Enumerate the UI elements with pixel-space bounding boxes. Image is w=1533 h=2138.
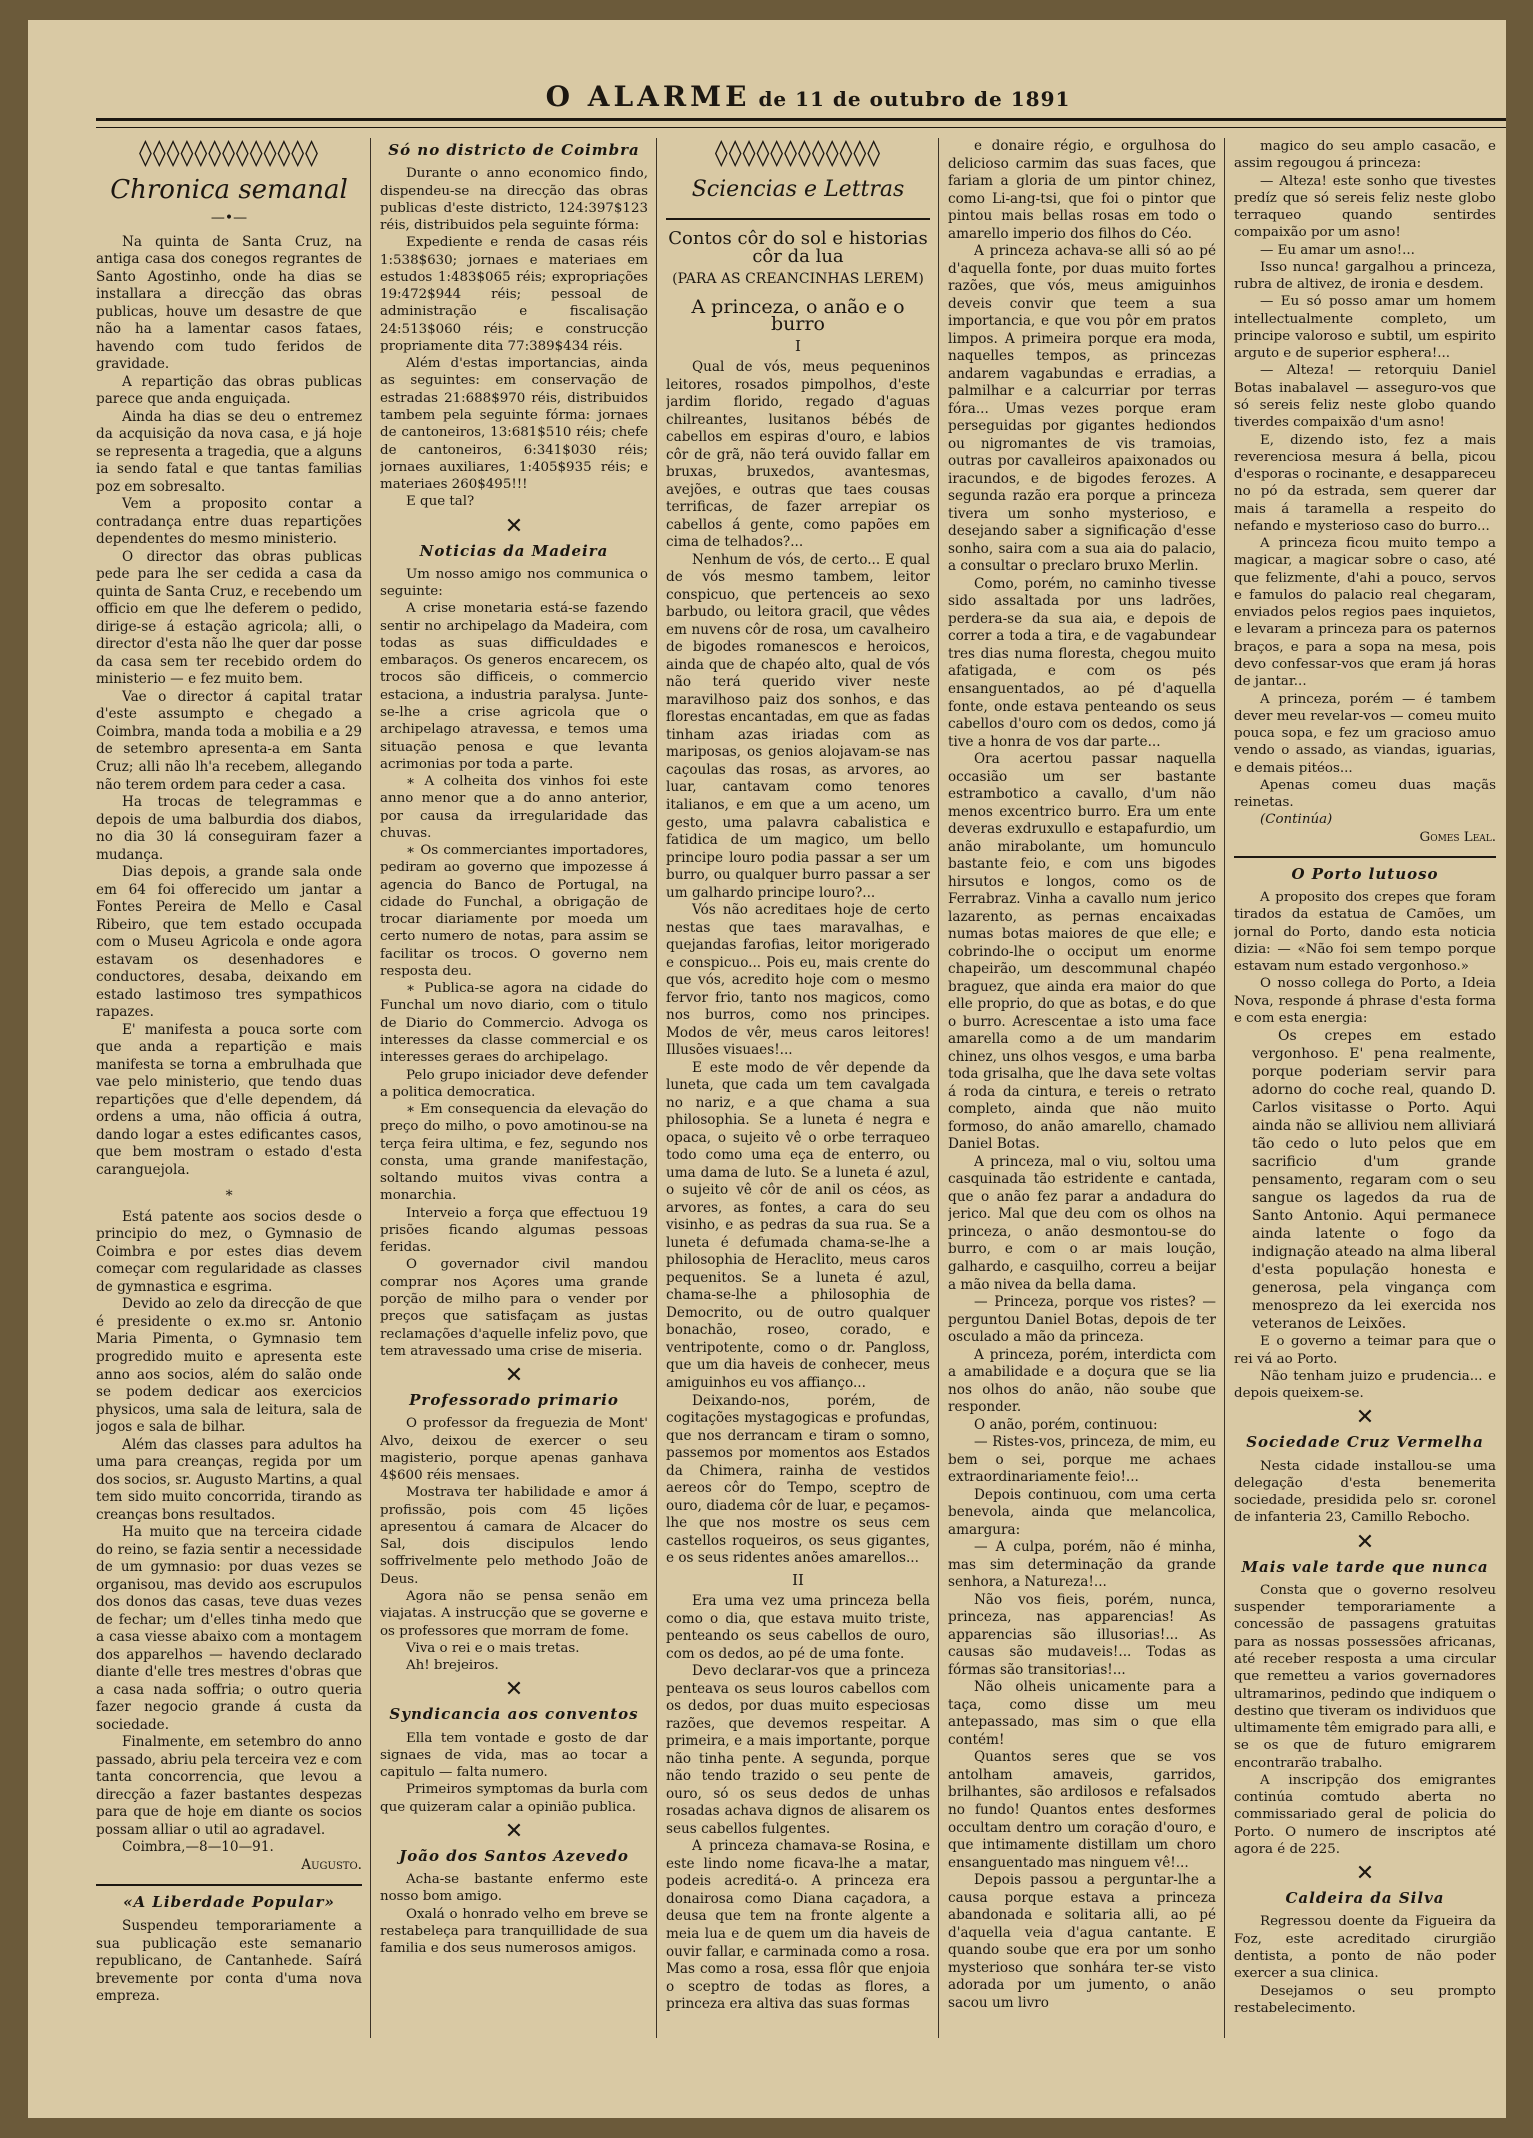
article-paragraph: Nesta cidade installou-se uma delegação d'esta benemerita sociedade, presidida pelo sr. coronel de infanteria 23, Camillo Rebocho. (1234, 1458, 1496, 1526)
article-title: Professorado primario (409, 1391, 619, 1410)
article-paragraph: Isso nunca! gargalhou a princeza, rubra de altivez, de ironia e desdem. (1234, 259, 1496, 293)
article-paragraph: Um nosso amigo nos communica o seguinte: (380, 566, 648, 600)
article-body (380, 1871, 648, 1957)
article-paragraph: Ah! brejeiros. (406, 1658, 499, 1674)
article-body (380, 1415, 648, 1674)
article-title: João dos Santos Azevedo (399, 1846, 629, 1865)
article-paragraph: ∗ Em consequencia da elevação do preço do milho, o povo amotinou-se na terça feira ultima, e fez, segundo nos consta, uma grande manifestação, soltando muitos vivas contra a monarchia. (380, 1102, 648, 1204)
article-paragraph: E, dizendo isto, fez a mais reverenciosa mesura á bella, picou d'esporas o rocinante, e desappareceu no pó da estrada, sem querer dar mais á taramella a respeito do nefando e mysterioso caso do burro... (1234, 432, 1496, 534)
article-body (1234, 1913, 1496, 2017)
article-paragraph: O nosso collega do Porto, a Ideia Nova, responde á phrase d'esta forma e com esta energia: (1234, 976, 1496, 1027)
chapter-number: I (795, 336, 801, 355)
article-body (96, 1209, 362, 1840)
article-paragraph: O director das obras publicas pede para lhe ser cedida a casa da quinta de Santa Cruz, e recebendo um officio em que lhe deferem o pedido, dirige-se á estação agricola; alli, o director d'esta não lhe quer dar posse da casa sem ter recebido ordem do ministerio — e fez muito bem. (96, 548, 362, 688)
article-paragraph: A princeza, porém, interdicta com a amabilidade e a doçura que se lia nos olhos do anão, não soube que responder. (948, 1346, 1216, 1416)
article-paragraph: Agora não se pensa senão em viajatas. A instrucção que se governe e os professores que morram de fome. (380, 1588, 648, 1639)
article-paragraph: ∗ Os commerciantes importadores, pediram ao governo que impozesse á agencia do Banco de Portugal, na cidade do Funchal, a obrigação de trocar diariamente por moeda um certo numero de notas, para assim se facilitar os trocos. O governo nem resposta deu. (380, 843, 648, 979)
article-paragraph: E' manifesta a pouca sorte com que anda a repartição e mais manifesta se torna a embrulhada que vae pelo ministerio, que tendo duas repartições que d'elle dependem, dá ordens a uma, não officia á outra, dando logar a estes edificantes casos, que bem mostram o estado d'esta caranguejola. (96, 1021, 362, 1178)
article-paragraph: — Alteza! — retorquiu Daniel Botas inabalavel — asseguro-vos que só sereis feliz neste globo quando tiverdes compaixão d'um asno! (1234, 363, 1496, 431)
cross-divider: ✕ (1355, 1529, 1375, 1555)
article-body (1234, 1458, 1496, 1527)
article-paragraph: — Princeza, porque vos ristes? — perguntou Daniel Botas, depois de ter osculado a mão da princeza. (948, 1294, 1216, 1346)
article-body (1234, 1582, 1496, 1858)
article-title: «A Liberdade Popular» (123, 1893, 335, 1912)
article-paragraph: Não vos fieis, porém, nunca, princeza, nas apparencias! As apparencias são illusorias!... As causas são mudaveis!... Todas as fórmas são transitorias!... (948, 1591, 1216, 1678)
masthead-date: de 11 de outubro de 1891 (758, 87, 1071, 111)
article-body (1234, 138, 1496, 811)
star-divider: ∗ (224, 1185, 234, 1202)
article-paragraph: Regressou doente da Figueira da Foz, este acreditado cirurgião dentista, a ponto de não poder exercer a sua clinica. (1234, 1914, 1496, 1982)
article-paragraph: Pelo grupo iniciador deve defender a politica democratica. (380, 1067, 648, 1100)
article-paragraph: A princeza, mal o viu, soltou uma casquinada tão estridente e cantada, que o anão fez parar a andadura do jerico. Mal que deu com os olhos na princeza, o anão desmontou-se do burro, e com o ar mais loução, galhardo, e casquilho, correu a beijar a mão nivea da bella dama. (948, 1153, 1216, 1293)
article-paragraph: Finalmente, em setembro do anno passado, abriu pela terceira vez e com tanta concorrencia, que levou a direcção a fazer bastantes despezas para que de hoje em diante os socios possam alliar o util ao agradavel. (96, 1734, 362, 1838)
article-paragraph: A princeza ficou muito tempo a magicar, a magicar sobre o caso, até que felizmente, d'ahi a pouco, servos e famulos do palacio real chegaram, enviados pelos regios paes inquietos, e levaram a princeza para os paternos braços, e para a sopa na mesa, pois devo confessar-vos que eram já horas de jantar... (1234, 536, 1496, 690)
article-paragraph: Devo declarar-vos que a princeza penteava os seus louros cabellos com os dedos, por duas muito especiosas razões, que devemos respeitar. A primeira, e a mais importante, porque não tinha pente. A segunda, porque não tendo trazido o seu pente de ouro, só os seus dedos de unhas rosadas achava dignos de alisarem os seus cabellos fulgentes. (666, 1663, 930, 1837)
article-paragraph: Qual de vós, meus pequeninos leitores, rosados pimpolhos, d'este jardim florido, regado d'aguas chilreantes, lusitanos bébés de cabellos em espiras d'ouro, e labios côr de grã, não terá ouvido fallar em bruxas, bruxedos, avantesmas, avejões, e outras que taes cousas terrificas, de fazer arrepiar os cabellos á gente, como papões em cima de telhados?... (666, 359, 930, 551)
article-paragraph: A inscripção dos emigrantes continúa comtudo aberta no commissariado geral de policia do Porto. O numero de inscriptos até agora é de 225. (1234, 1772, 1496, 1857)
cross-divider: ✕ (504, 1363, 524, 1389)
article-paragraph: Viva o rei e o mais tretas. (406, 1640, 580, 1656)
article-paragraph: ∗ Publica-se agora na cidade do Funchal um novo diario, com o titulo de Diario do Commercio. Advoga os interesses da classe commercial e os interesses geraes do archipelago. (380, 981, 648, 1066)
article-paragraph: Durante o anno economico findo, dispendeu-se na direcção das obras publicas d'este districto, 124:397$123 réis, distribuidos pela seguinte fórma: (380, 166, 648, 234)
article-paragraph: Ha muito que na terceira cidade do reino, se fazia sentir a necessidade de um gymnasio: por duas vezes se organisou, mas devido aos escrupulos dos donos das casas, teve duas vezes de fechar; um d'elles tinha medo que a casa viesse abaixo com a montagem dos apparelhos — havendo declarado diante d'elle tres mestres d'obras que a casa nada soffria; o outro queria fazer negocio grande á custa da sociedade. (96, 1524, 362, 1733)
article-body (1234, 1333, 1496, 1402)
article-title: Caldeira da Silva (1285, 1889, 1445, 1908)
article-paragraph: Não olheis unicamente para a taça, como disse um meu antepassado, mas sim o que ella contém! (948, 1679, 1216, 1748)
column-divider (656, 138, 657, 2038)
article-paragraph: Quantos seres que se vos antolham amaveis, garridos, brilhantes, são ardilosos e refalsados no fundo! Quantos entes desformes occultam dentro um coração d'ouro, e que intimamente distillam um choro ensanguentado mas ninguem vê!... (948, 1749, 1216, 1871)
article-paragraph: Não tenham juizo e prudencia... e depois queixem-se. (1234, 1368, 1496, 1402)
cross-divider: ✕ (504, 513, 524, 539)
article-paragraph: A crise monetaria está-se fazendo sentir no archipelago da Madeira, com todas as suas difficuldades e embaraços. Os generos encarecem, os trocos são difficeis, o commercio estaciona, a industria paralysa. Junte-se-lhe a crise agricola que o archipelago atravessa, e temos uma situação penosa e que levanta acrimonias por toda a parte. (380, 601, 648, 772)
article-paragraph: Depois continuou, com uma certa benevola, ainda que melancolica, amargura: (948, 1486, 1216, 1538)
section-title: Chronica semanal (110, 175, 348, 205)
article-paragraph: Vós não acreditaes hoje de certo nestas que taes maravalhas, e quejandas farofias, leitor morigerado e conspicuo... Pois eu, mais crente do que vós, acredito hoje com o mesmo fervor frio, tanto nos magicos, como nos burros, como nos principes. Modos de vêr, meus caros leitores! Illusões visuaes!... (666, 902, 930, 1059)
article-paragraph: A princeza chamava-se Rosina, e este lindo nome ficava-lhe a matar, podeis acreditá-o. A princeza era donairosa como Diana caçadora, a deusa que tem na fronte algente a meia lua e de quem um dia haveis de ouvir fallar, e carminada como a rosa. Mas como a rosa, essa flôr que enjoia o sceptro de todas as flores, a princeza era altiva das suas formas (666, 1838, 930, 2013)
article-paragraph: Está patente aos socios desde o principio do mez, o Gymnasio de Coimbra e por estes dias devem começar com regularidade as classes de gymnastica e esgrima. (96, 1208, 362, 1295)
article-title: Sociedade Cruz Vermelha (1246, 1433, 1484, 1452)
article-paragraph: Suspendeu temporariamente a sua publicação este semanario republicano, de Cantanhede. Saírá brevemente por conta d'uma nova empreza. (96, 1917, 362, 2005)
article-paragraph: Oxalá o honrado velho em breve se restabeleça para tranquillidade de sua familia e dos seus numerosos amigos. (380, 1906, 648, 1957)
cross-divider: ✕ (1355, 1405, 1375, 1431)
column-divider (1224, 138, 1225, 2038)
section-title: Sciencias e Lettras (691, 177, 905, 202)
newspaper-page (28, 20, 1506, 2118)
column-divider (370, 138, 371, 2038)
article-paragraph: Deixando-nos, porém, de cogitações mystagogicas e profundas, que nos derrancam e tiram o somno, passemos por momentos aos Estados da Chimera, rainha de vestidos aereos côr do Tempo, sceptro de ouro, diadema côr de luar, e peçamos-lhe que nos mostre os seus cem castellos roqueiros, os seus gigantes, e os seus ridentes anões amarellos... (666, 1392, 930, 1567)
article-paragraph: — A culpa, porém, não é minha, mas sim determinação da grande senhora, a Natureza!... (948, 1539, 1216, 1591)
rule (1234, 856, 1496, 858)
rule (96, 1884, 362, 1886)
masthead-rule (96, 118, 1506, 128)
article-paragraph: Ainda ha dias se deu o entremez da acquisição da nova casa, e já hoje se representa a tragedia, que a alguns ia sendo fatal e que tantas familias poz em sobresalto. (96, 408, 362, 495)
signature: Gomes Leal. (1419, 829, 1496, 845)
article-body (380, 566, 648, 1360)
article-body (948, 138, 1216, 2012)
article-paragraph: Consta que o governo resolveu suspender temporariamente a concessão de passagens gratuitas para as nossas possessões africanas, até receber resposta a uma circular que remetteu a varios governadores ultramarinos, pedindo que indiquem o destino que tiveram os individuos que ultimamente têm emigrado para alli, e se os que de futuro emigrarem encontrarão trabalho. (1234, 1582, 1496, 1771)
article-paragraph: O professor da freguezia de Mont' Alvo, deixou de exercer o seu magisterio, porque apenas ganhava 4$600 réis mensaes. (380, 1416, 648, 1484)
column-2 (380, 138, 648, 1958)
article-paragraph: Além das classes para adultos ha uma para creanças, regida por um dos socios, sr. Augusto Martins, a qual tem sido muito concorrida, tirando as creanças bons resultados. (96, 1436, 362, 1523)
article-paragraph: Apenas comeu duas maçãs reinetas. (1234, 777, 1496, 811)
article-paragraph: E que tal? (406, 494, 475, 510)
article-title: O Porto lutuoso (1291, 864, 1439, 883)
article-body (380, 1730, 648, 1816)
series-subtitle: (PARA AS CREANCINHAS LEREM) (672, 271, 924, 288)
article-paragraph: Depois passou a perguntar-lhe a causa porque estava a princeza abandonada e solitaria alli, ao pé d'aquella veia d'agua cantante. E quando soube que era por um sonho mysterioso que sonhára ter-se visto adorada por um jumento, o anão sacou um livro (948, 1872, 1216, 2011)
article-paragraph: Devido ao zelo da direcção de que é presidente o ex.mo sr. Antonio Maria Pimenta, o Gymnasio tem progredido muito e apresenta este anno aos socios, além do salão onde se podem dedicar aos exercicios physicos, uma sala de leitura, sala de jogos e sala de bilhar. (96, 1296, 362, 1436)
ornament: ◊◊◊◊◊◊◊◊◊◊◊◊◊ (138, 138, 320, 168)
story-title: A princeza, o anão e o burro (691, 295, 905, 336)
column-1 (96, 138, 362, 2006)
article-paragraph: A princeza, porém — é tambem dever meu revelar-vos — comeu muito pouca sopa, e fez um gracioso amuo vendo o assado, as viandas, iguarias, e demais pitéos... (1234, 691, 1496, 776)
column-5 (1234, 138, 1496, 2017)
article-paragraph: Vae o director á capital tratar d'este assumpto e chegado a Coimbra, manda toda a mobilia e a 29 de setembro apresenta-a em Santa Cruz; alli não lh'a recebem, allegando não terem ordem para ceder a casa. (96, 688, 362, 793)
quotation: Os crepes em estado vergonhoso. E' pena realmente, porque poderiam servir para adorno do coche real, quando D. Carlos visitasse o Porto. Aqui ainda não se alliviou nem alliviará tão cedo o luto pelos que em sacrificio d'um grande pensamento, regaram com o seu sangue os lagedos da rua de Santo Antonio. Aqui permanece ainda latente o fogo da indignação ateado na alma liberal d'esta população honesta e generosa, pela vingança com menosprezo da lei exercida nos veteranos de Leixões. (1252, 1028, 1496, 1333)
article-body (380, 165, 648, 510)
article-paragraph: O anão, porém, continuou: (974, 1416, 1158, 1433)
article-paragraph: — Alteza! este sonho que tivestes predíz que só sereis feliz neste globo terraqueo quando sentirdes compaixão por um asno! (1234, 173, 1496, 241)
masthead-brand: O ALARME (545, 80, 751, 113)
article-title: Syndicancia aos conventos (389, 1705, 639, 1724)
article-body (666, 1593, 930, 2013)
article-title: Mais vale tarde que nunca (1241, 1557, 1489, 1576)
article-paragraph: Vem a proposito contar a contradança entre duas repartições dependentes do mesmo ministerio. (96, 496, 362, 548)
article-paragraph: Além d'estas importancias, ainda as seguintes: em conservação de estradas 21:688$970 réis, distribuidos tambem pela seguinte fórma: jornaes de cantoneiros, 13:681$510 réis; chefe de cantoneiros, 6:341$030 réis; jornaes auxiliares, 1:405$935 réis; e materiaes 260$495!!! (380, 356, 648, 493)
article-paragraph: E o governo a teimar para que o rei vá ao Porto. (1234, 1334, 1496, 1367)
article-paragraph: Primeiros symptomas da burla com que quizeram calar a opinião publica. (380, 1782, 648, 1815)
article-paragraph: E este modo de vêr depende da luneta, que cada um tem cavalgada no nariz, e a que chama a sua philosophia. Se a luneta é negra e opaca, o sujeito vê o orbe terraqueo todo como uma eça de enterro, ou uma dama de luto. Se a luneta é azul, o sujeito vê côr de anil os céos, as arvores, as fontes, a cara do seu visinho, e as pedras da sua rua. Se a luneta é defumada chama-se-lhe a philosophia de Heraclito, meus caros pequenitos. Se a luneta é azul, chama-se-lhe a philosophia de Democrito, ou de outro qualquer bonachão, roseo, corado, e ventripotente, como o dr. Pangloss, que um dia haveis de conhecer, meus amiguinhos eu vos affianço... (666, 1059, 930, 1391)
rule (666, 218, 930, 220)
article-paragraph: Desejamos o seu prompto restabelecimento. (1234, 1983, 1496, 2016)
column-3 (666, 138, 930, 2014)
article-paragraph: — Eu só posso amar um homem intellectualmente completo, um principe valoroso e subtil, um espirito arguto e de superior esphera!... (1234, 294, 1496, 362)
column-4 (948, 138, 1216, 2012)
article-paragraph: Ora acertou passar naquella occasião um ser bastante estrambotico a cavallo, d'um não menos excentrico burro. Era um ente deveras exdruxullo e estapafurdio, um anão mirabolante, um homunculo bastante feio, e com uns bigodes hirsutos e longos, como os de Ferrabraz. Vinha a cavallo num jerico lazarento, as pernas encaixadas numas botas maiores de que elle; e cobrindo-lhe o occiput um enorme chapeirão, um descommunal chapéo braguez, que ainda era maior do que elle proprio, do que as botas, e do que o burro. Acrescentae a isto uma face amarella como a de um mandarim chinez, uns olhos vesgos, e uma barba toda grisalha, que lhe dava sete voltas á roda da cintura, e tereis o retrato completo, ainda que não muito formoso, do anão amarello, chamado Daniel Botas. (948, 751, 1216, 1153)
article-paragraph: Mostrava ter habilidade e amor á profissão, pois com 45 lições apresentou á camara de Alcacer do Sal, dois discipulos lendo soffrivelmente pelo methodo João de Deus. (380, 1485, 648, 1587)
masthead (118, 80, 1498, 113)
article-paragraph: Acha-se bastante enfermo este nosso bom amigo. (380, 1872, 648, 1905)
cross-divider: ✕ (504, 1818, 524, 1844)
article-paragraph: Ha trocas de telegrammas e depois de uma balburdia dos diabos, no dia 30 lá conseguiram fazer a mudança. (96, 794, 362, 863)
article-paragraph: ∗ A colheita dos vinhos foi este anno menor que a do anno anterior, por causa da irregularidade das chuvas. (380, 774, 648, 841)
dateline: Coimbra,—8—10—91. (122, 1839, 274, 1856)
article-paragraph: — Eu amar um asno!... (1260, 242, 1415, 258)
continued-note: (Continúa) (1260, 812, 1333, 828)
article-paragraph: magico do seu amplo casacão, e assim regougou á princeza: (1234, 139, 1496, 172)
article-paragraph: A repartição das obras publicas parece que anda enguiçada. (96, 373, 362, 408)
ornament: ◊◊◊◊◊◊◊◊◊◊◊◊ (714, 138, 882, 168)
series-title: Contos côr do sol e historias côr da lua (668, 228, 928, 267)
article-paragraph: e donaire régio, e orgulhosa do delicioso carmim das suas faces, que fariam a gloria de um pintor chinez, como Li-ang-tsi, que foi o pintor que pintou mais bellas rosas em todo o amarello imperio dos filhos do Céo. (948, 138, 1216, 242)
article-body (96, 234, 362, 1180)
signature: Augusto. (301, 1856, 362, 1873)
chapter-number: II (792, 1570, 804, 1589)
article-paragraph: Na quinta de Santa Cruz, na antiga casa dos conegos regrantes de Santo Agostinho, onde ha dias se installara a direcção das obras publicas, houve um desastre de que não ha a lamentar casos fataes, havendo com tudo feridos de gravidade. (96, 233, 362, 373)
article-paragraph: Dias depois, a grande sala onde em 64 foi offerecido um jantar a Fontes Pereira de Mello e Casal Ribeiro, que tem estado occupada com o Museu Agricola e onde agora estavam os desenhadores e conductores, desaba, deixando em estado lastimoso tres sympathicos rapazes. (96, 864, 362, 1021)
article-paragraph: A proposito dos crepes que foram tirados da estatua de Camões, um jornal do Porto, dando esta noticia dizia: — «Não foi sem tempo porque estavam num estado vergonhoso.» (1234, 890, 1496, 975)
article-paragraph: Era uma vez uma princeza bella como o dia, que estava muito triste, penteando os seus cabellos de ouro, com os dedos, ao pé de uma fonte. (666, 1593, 930, 1662)
column-divider (938, 138, 939, 2038)
cross-divider: ✕ (504, 1677, 524, 1703)
article-paragraph: O governador civil mandou comprar nos Açores uma grande porção de milho para o vender por preços que satisfaçam as justas reclamações d'aquelle infeliz povo, que tem atravessado uma crise de miseria. (380, 1257, 648, 1359)
ornament-dash: —•— (210, 210, 248, 226)
cross-divider: ✕ (1355, 1861, 1375, 1887)
article-title: Só no districto de Coimbra (388, 141, 640, 159)
article-paragraph: Expediente e renda de casas réis 1:538$630; jornaes e materiaes em estudos 1:483$065 réis; expropriações 19:472$944 réis; pessoal de administração e fiscalisação 24:513$060 réis; e construcção propriamente dita 77:389$434 réis. (380, 235, 648, 354)
article-body (666, 359, 930, 1568)
article-paragraph: Como, porém, no caminho tivesse sido assaltada por uns ladrões, perdera-se da sua aia, e depois de correr a toda a tira, e de vagabundear tres dias numa floresta, chegou muito afatigada, e com os pés ensanguentados, ao pé d'aquella fonte, onde estava penteando os seus cabellos d'ouro com os dedos, como já tive a honra de vos dar parte... (948, 575, 1216, 750)
article-paragraph: Nenhum de vós, de certo... E qual de vós mesmo tambem, leitor conspicuo, que pertenceis ao sexo barbudo, ou leitora gracil, que vêdes em nuvens côr de rosa, um cavalheiro de bigodes romanescos e heroicos, ainda que de chapéo alto, qual de vós não terá querido viver neste maravilhoso paiz dos sonhos, e das florestas encantadas, em que as fadas tinham azas iriadas com as mariposas, os genios alojavam-se nas caçoulas das rosas, as arvores, ao luar, cantavam como tenores italianos, e em que a um aceno, um gesto, uma palavra cabalistica e fatidica de um magico, um bello principe louro podia passar a ser um burro, ou qualquer burro passar a ser um galhardo principe louro?... (666, 551, 930, 901)
article-paragraph: Interveio a força que effectuou 19 prisões ficando algumas pessoas feridas. (380, 1205, 648, 1256)
article-title: Noticias da Madeira (419, 541, 609, 560)
article-paragraph: Ella tem vontade e gosto de dar signaes de vida, mas ao tocar a capitulo — falta numero. (380, 1730, 648, 1781)
article-body (1234, 889, 1496, 1027)
article-paragraph: A princeza achava-se alli só ao pé d'aquella fonte, por duas muito fortes razões, que vós, meus amiguinhos deveis convir que teem a sua importancia, e que vou pôr em pratos limpos. A primeira porque era moda, naquelles tempos, as princezas andarem vagabundas e erradias, a palmilhar e a calcurriar por terras fóra... Umas vezes porque eram perseguidas por gigantes hediondos ou nigromantes de vis tramoias, outras por cavalleiros apaixonados ou iracundos, e de bigodes ferozes. A segunda razão era porque a princeza tivera um sonho mysterioso, e desejando saber a significação d'esse sonho, saira com a sua aia do palacio, a consultar o preclaro bruxo Merlin. (948, 243, 1216, 575)
article-paragraph: — Ristes-vos, princeza, de mim, eu bem o sei, porque me achaes extraordinariamente feio!... (948, 1434, 1216, 1486)
